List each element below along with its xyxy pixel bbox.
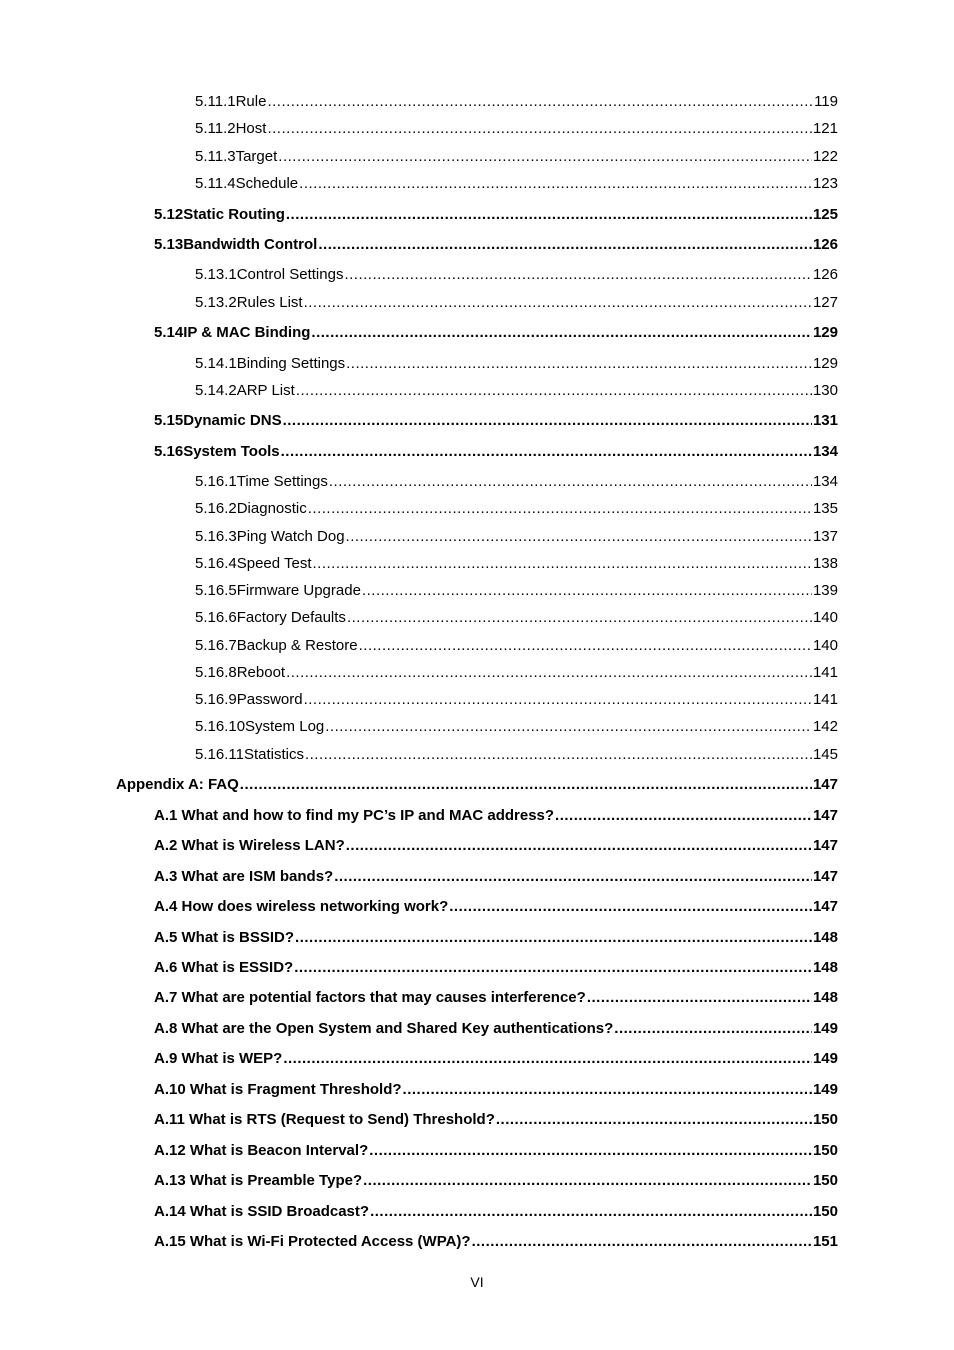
toc-entry-number: 5.16.6 (195, 609, 237, 626)
toc-entry[interactable] (195, 608, 838, 628)
toc-entry[interactable] (154, 205, 838, 225)
toc-entry[interactable] (195, 265, 838, 285)
toc-entry-title: System Tools (183, 443, 280, 460)
toc-entry-title: A.1 What and how to find my PC’s IP and MAC address? (154, 807, 555, 824)
toc-entry[interactable] (195, 717, 838, 737)
dot-leader (449, 897, 812, 917)
toc-entry-title: Statistics (243, 746, 304, 763)
dot-leader (496, 1110, 812, 1130)
dot-leader (403, 1080, 812, 1100)
toc-entry-page: 149 (812, 1081, 838, 1098)
toc-entry[interactable] (195, 92, 838, 112)
toc-entry-number: 5.16.3 (195, 528, 237, 545)
toc-entry-title: System Log (245, 718, 325, 735)
toc-entry-title: Speed Test (236, 555, 312, 572)
dot-leader (281, 442, 812, 462)
toc-entry[interactable] (154, 988, 838, 1008)
toc-entry[interactable] (195, 636, 838, 656)
toc-entry-page: 149 (812, 1050, 838, 1067)
dot-leader (346, 354, 812, 374)
toc-entry-page: 148 (812, 959, 838, 976)
dot-leader (369, 1141, 812, 1161)
toc-entry-number: 5.16.10 (195, 718, 246, 735)
dot-leader (308, 499, 812, 519)
toc-entry[interactable] (154, 897, 838, 917)
toc-entry-title: A.12 What is Beacon Interval? (154, 1142, 369, 1159)
toc-entry[interactable] (195, 690, 838, 710)
toc-entry-number: 5.12 (154, 206, 184, 223)
toc-entry-number: 5.11.1 (195, 93, 236, 110)
toc-entry-page: 134 (812, 473, 838, 490)
toc-entry[interactable] (195, 174, 838, 194)
toc-entry[interactable] (154, 1019, 838, 1039)
toc-entry[interactable] (154, 411, 838, 431)
dot-leader (283, 1049, 812, 1069)
dot-leader (240, 775, 812, 795)
toc-entry-page: 147 (812, 807, 838, 824)
toc-entry-page: 147 (812, 837, 838, 854)
toc-entry[interactable] (195, 147, 838, 167)
toc-entry-title: A.10 What is Fragment Threshold? (154, 1081, 402, 1098)
dot-leader (325, 717, 812, 737)
toc-entry[interactable] (195, 554, 838, 574)
dot-leader (347, 608, 812, 628)
toc-entry-number: 5.16.2 (195, 500, 237, 517)
toc-entry-page: 123 (812, 175, 838, 192)
toc-entry-page: 125 (812, 206, 838, 223)
toc-entry-page: 149 (812, 1020, 838, 1037)
dot-leader (318, 235, 812, 255)
dot-leader (278, 147, 812, 167)
dot-leader (359, 636, 812, 656)
toc-entry-title: A.8 What are the Open System and Shared Key authentications? (154, 1020, 614, 1037)
toc-entry-number: 5.16.11 (195, 746, 244, 763)
toc-entry-number: 5.13.2 (195, 294, 237, 311)
toc-entry[interactable] (195, 499, 838, 519)
toc-entry-title: A.5 What is BSSID? (154, 929, 295, 946)
toc-entry-title: A.13 What is Preamble Type? (154, 1172, 363, 1189)
toc-entry-title: Reboot (236, 664, 286, 681)
toc-entry-title: Time Settings (236, 473, 328, 490)
dot-leader (283, 411, 812, 431)
toc-entry[interactable] (154, 1171, 838, 1191)
toc-entry[interactable] (195, 581, 838, 601)
dot-leader (362, 581, 812, 601)
dot-leader (311, 323, 812, 343)
dot-leader (267, 119, 812, 139)
toc-entry-page: 145 (812, 746, 838, 763)
toc-entry-title: A.14 What is SSID Broadcast? (154, 1203, 370, 1220)
toc-entry[interactable] (195, 293, 838, 313)
toc-entry-title: A.15 What is Wi-Fi Protected Access (WPA)? (154, 1233, 471, 1250)
toc-entry-page: 142 (812, 718, 838, 735)
toc-entry[interactable] (195, 745, 838, 765)
toc-entry-page: 138 (812, 555, 838, 572)
dot-leader (304, 690, 812, 710)
toc-entry-page: 151 (812, 1233, 838, 1250)
dot-leader (305, 745, 812, 765)
toc-entry-number: 5.16.1 (195, 473, 237, 490)
toc-entry-title: A.11 What is RTS (Request to Send) Threshold? (154, 1111, 495, 1128)
toc-entry[interactable] (154, 1049, 838, 1069)
toc-entry-title: Schedule (235, 175, 299, 192)
dot-leader (363, 1171, 812, 1191)
toc-entry[interactable] (154, 323, 838, 343)
dot-leader (329, 472, 812, 492)
dot-leader (555, 806, 812, 826)
toc-entry-page: 140 (812, 637, 838, 654)
toc-entry-title: A.3 What are ISM bands? (154, 868, 334, 885)
toc-entry[interactable] (154, 806, 838, 826)
toc-entry-page: 141 (812, 664, 838, 681)
toc-entry-title: Backup & Restore (236, 637, 358, 654)
toc-entry-title: Factory Defaults (236, 609, 346, 626)
dot-leader (334, 867, 812, 887)
toc-entry[interactable] (154, 442, 838, 462)
dot-leader (286, 205, 812, 225)
dot-leader (286, 663, 812, 683)
toc-entry[interactable] (195, 472, 838, 492)
toc-entry-number: 5.14.1 (195, 355, 237, 372)
dot-leader (614, 1019, 812, 1039)
toc-entry[interactable] (154, 1080, 838, 1100)
toc-entry-title: Rules List (236, 294, 303, 311)
toc-entry-number: 5.16.9 (195, 691, 237, 708)
toc-entry[interactable] (154, 1232, 838, 1252)
toc-entry-page: 147 (812, 868, 838, 885)
toc-entry-page: 121 (812, 120, 838, 137)
toc-entry-page: 147 (812, 776, 838, 793)
dot-leader (295, 928, 812, 948)
toc-entry[interactable] (195, 119, 838, 139)
toc-entry-title: A.6 What is ESSID? (154, 959, 294, 976)
toc-entry-title: Bandwidth Control (183, 236, 318, 253)
toc-entry-title: Ping Watch Dog (236, 528, 345, 545)
toc-entry-page: 148 (812, 989, 838, 1006)
toc-entry-number: 5.15 (154, 412, 184, 429)
toc-entry[interactable] (195, 381, 838, 401)
toc-entry-title: Host (235, 120, 267, 137)
toc-entry[interactable] (116, 775, 838, 795)
toc-entry-number: 5.14.2 (195, 382, 237, 399)
toc-entry-page: 126 (812, 236, 838, 253)
toc-entry-title: Password (236, 691, 303, 708)
toc-entry-title: Static Routing (183, 206, 285, 223)
toc-entry-title: A.4 How does wireless networking work? (154, 898, 449, 915)
toc-entry-page: 122 (812, 148, 838, 165)
page-number: VI (470, 1274, 484, 1290)
toc-entry[interactable] (195, 663, 838, 683)
toc-entry-page: 139 (812, 582, 838, 599)
dot-leader (346, 836, 812, 856)
toc-entry[interactable] (154, 928, 838, 948)
toc-entry[interactable] (154, 958, 838, 978)
toc-entry[interactable] (154, 1141, 838, 1161)
dot-leader (294, 958, 812, 978)
toc-entry-title: Firmware Upgrade (236, 582, 361, 599)
toc-entry-title: Target (235, 148, 278, 165)
toc-entry-title: IP & MAC Binding (183, 324, 311, 341)
toc-entry-title: Control Settings (236, 266, 344, 283)
dot-leader (587, 988, 812, 1008)
toc-entry[interactable] (154, 1202, 838, 1222)
toc-entry-number: 5.16 (154, 443, 184, 460)
toc-entry-title: Diagnostic (236, 500, 307, 517)
toc-entry[interactable] (154, 836, 838, 856)
toc-entry-number: 5.11.2 (195, 120, 236, 137)
toc-entry-page: 150 (812, 1172, 838, 1189)
toc-entry-number: 5.11.4 (195, 175, 236, 192)
toc-entry-number: 5.14 (154, 324, 184, 341)
toc-entry-page: 134 (812, 443, 838, 460)
toc-entry-page: 147 (812, 898, 838, 915)
toc-entry-page: 119 (814, 93, 838, 110)
toc-entry-title: ARP List (236, 382, 295, 399)
toc-entry-page: 148 (812, 929, 838, 946)
toc-entry-number: 5.11.3 (195, 148, 236, 165)
toc-entry-page: 130 (812, 382, 838, 399)
toc-entry-page: 127 (812, 294, 838, 311)
toc-entry-title: Dynamic DNS (183, 412, 282, 429)
toc-entry-page: 129 (812, 355, 838, 372)
toc-entry-title: Binding Settings (236, 355, 346, 372)
toc-entry-page: 131 (812, 412, 838, 429)
toc-entry-number: 5.16.7 (195, 637, 237, 654)
toc-entry-title: Rule (235, 93, 267, 110)
dot-leader (472, 1232, 812, 1252)
toc-entry-page: 140 (812, 609, 838, 626)
toc-entry[interactable] (195, 527, 838, 547)
dot-leader (299, 174, 812, 194)
toc-entry[interactable] (154, 1110, 838, 1130)
toc-entry[interactable] (154, 867, 838, 887)
dot-leader (344, 265, 812, 285)
toc-entry-page: 135 (812, 500, 838, 517)
toc-entry[interactable] (154, 235, 838, 255)
toc-entry-title: A.2 What is Wireless LAN? (154, 837, 345, 854)
toc-entry-title: Appendix A: FAQ (116, 776, 239, 793)
toc-entry-number: 5.13 (154, 236, 184, 253)
toc-entry-number: 5.13.1 (195, 266, 237, 283)
toc-entry-page: 150 (812, 1203, 838, 1220)
dot-leader (304, 293, 812, 313)
toc-entry-page: 141 (812, 691, 838, 708)
dot-leader (267, 92, 813, 112)
dot-leader (346, 527, 812, 547)
dot-leader (370, 1202, 812, 1222)
toc-entry-title: A.7 What are potential factors that may causes interference? (154, 989, 586, 1006)
toc-entry-number: 5.16.5 (195, 582, 237, 599)
toc-entry-page: 129 (812, 324, 838, 341)
toc-entry-page: 137 (812, 528, 838, 545)
toc-entry-page: 126 (812, 266, 838, 283)
toc-entry[interactable] (195, 354, 838, 374)
toc-entry-number: 5.16.8 (195, 664, 237, 681)
toc-entry-page: 150 (812, 1142, 838, 1159)
dot-leader (313, 554, 812, 574)
dot-leader (296, 381, 812, 401)
toc-entry-page: 150 (812, 1111, 838, 1128)
toc-entry-title: A.9 What is WEP? (154, 1050, 283, 1067)
toc-entry-number: 5.16.4 (195, 555, 237, 572)
